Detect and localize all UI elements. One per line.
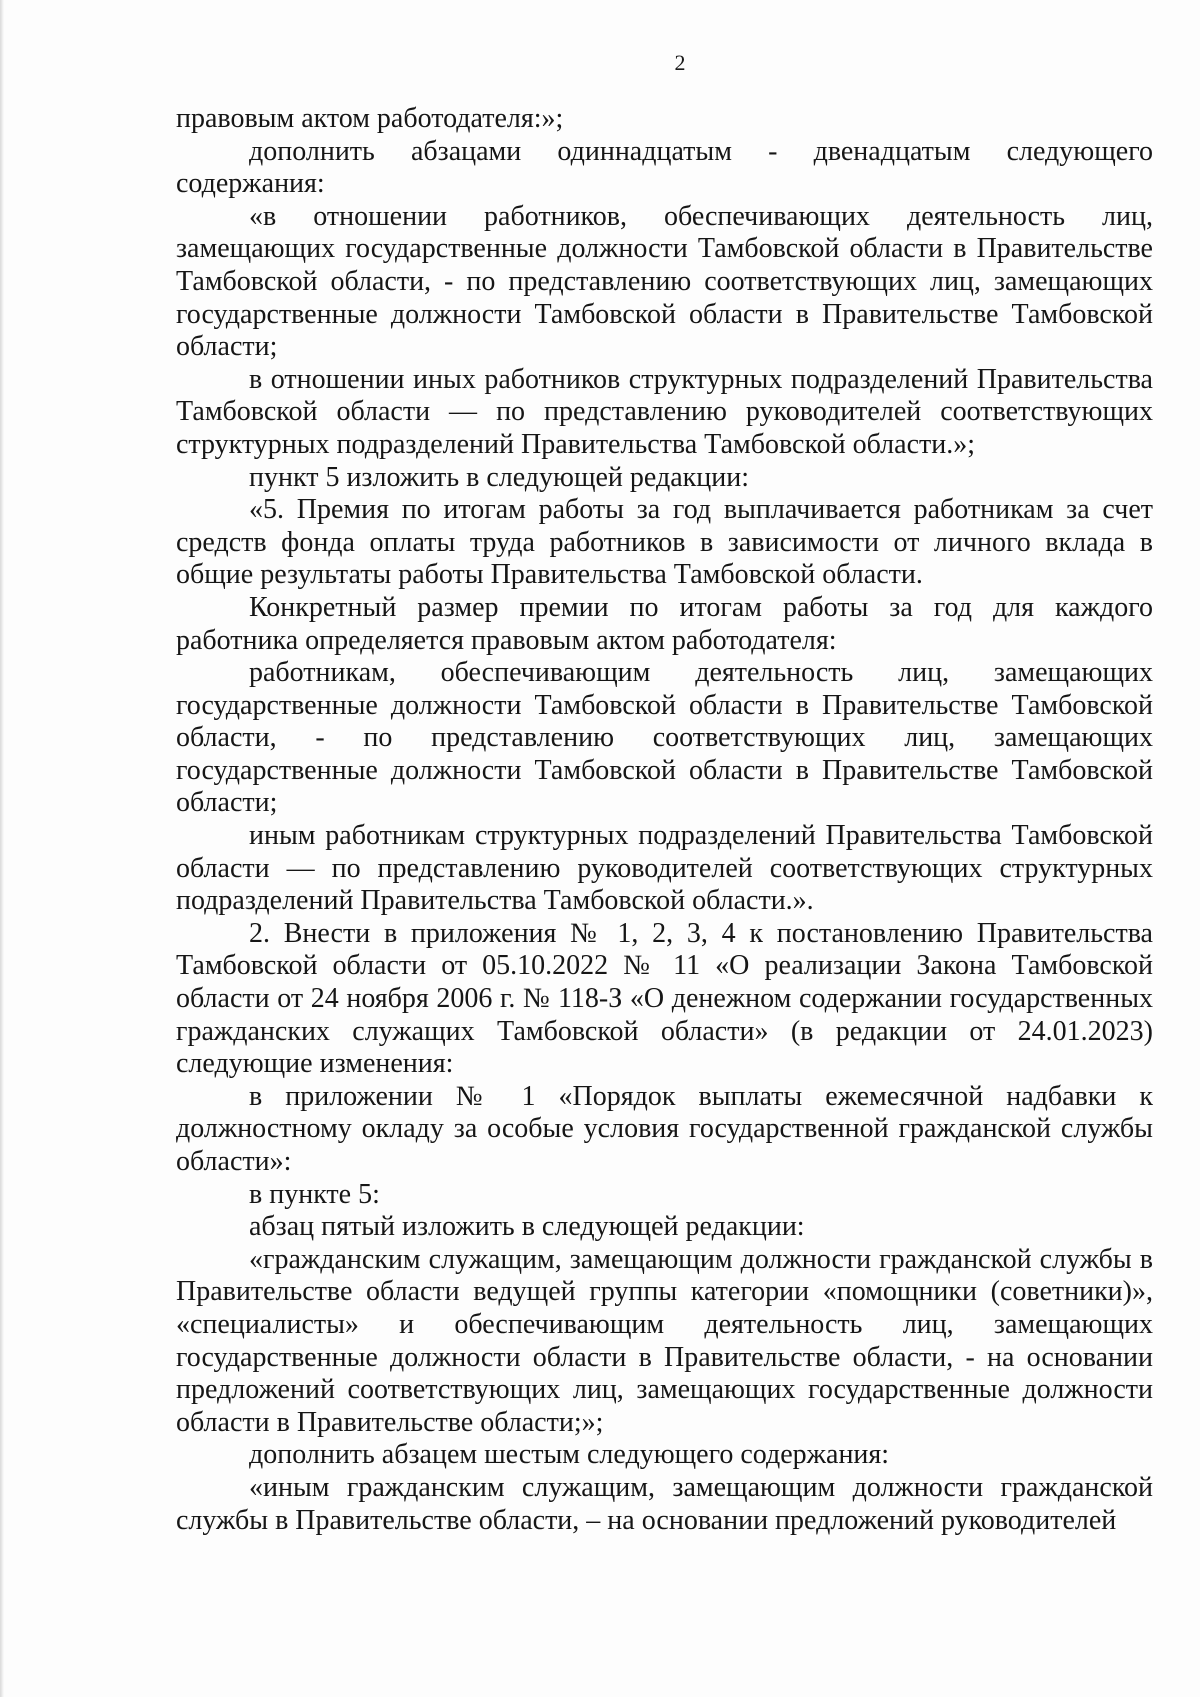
paragraph: дополнить абзацами одиннадцатым - двенадцатым следующего содержания: (176, 135, 1153, 200)
paragraph: абзац пятый изложить в следующей редакции: (249, 1211, 805, 1243)
paragraph: работникам, обеспечивающим деятельность лиц, замещающих государственные должности Тамбовской области в Правительстве Тамбовской области, - по представлению соответствующих лиц, замещающих государственные должности Тамбовской области в Правительстве Тамбовской области; (176, 657, 1153, 819)
paragraph: «гражданским служащим, замещающим должности гражданской службы в Правительстве области ведущей группы категории «помощники (советники)», «специалисты» и обеспечивающим деятельность лиц, замещающих государственные должности области в Правительстве области, - на основании предложений соответствующих лиц, замещающих государственные должности области в Правительстве области;»; (176, 1243, 1153, 1438)
scan-edge-artifact (0, 0, 4, 1697)
page-number: 2 (674, 50, 686, 75)
paragraph: в приложении № 1 «Порядок выплаты ежемесячной надбавки к должностному окладу за особые условия государственной гражданской службы области»: (176, 1080, 1153, 1177)
paragraph: в отношении иных работников структурных подразделений Правительства Тамбовской области — по представлению руководителей соответствующих структурных подразделений Правительства Тамбовской области.»; (176, 363, 1153, 460)
paragraph: «в отношении работников, обеспечивающих деятельность лиц, замещающих государственные должности Тамбовской области в Правительстве Тамбовской области, - по представлению соответствующих лиц, замещающих государственные должности Тамбовской области в Правительстве Тамбовской области; (176, 200, 1153, 363)
paragraph: «иным гражданским служащим, замещающим должности гражданской службы в Правительстве области, – на основании предложений руководителей (176, 1471, 1153, 1536)
paragraph: «5. Премия по итогам работы за год выплачивается работникам за счет средств фонда оплаты труда работников в зависимости от личного вклада в общие результаты работы Правительства Тамбовской области. (176, 494, 1153, 591)
paragraph-continuation: правовым актом работодателя:»; (176, 103, 564, 134)
paragraph: в пункте 5: (249, 1178, 380, 1210)
paragraph: дополнить абзацем шестым следующего содержания: (249, 1439, 890, 1471)
paragraph: 2. Внести в приложения № 1, 2, 3, 4 к постановлению Правительства Тамбовской области от 05.10.2022 № 11 «О реализации Закона Тамбовской области от 24 ноября 2006 г. № 118-З «О денежном содержании государственных гражданских служащих Тамбовской области» (в редакции от 24.01.2023) следующие изменения: (176, 917, 1153, 1080)
paragraph: пункт 5 изложить в следующей редакции: (249, 461, 749, 493)
paragraph: иным работникам структурных подразделений Правительства Тамбовской области — по представлению руководителей соответствующих структурных подразделений Правительства Тамбовской области.». (176, 820, 1153, 917)
paragraph: Конкретный размер премии по итогам работы за год для каждого работника определяется правовым актом работодателя: (176, 591, 1153, 656)
document-body (176, 103, 1153, 1537)
